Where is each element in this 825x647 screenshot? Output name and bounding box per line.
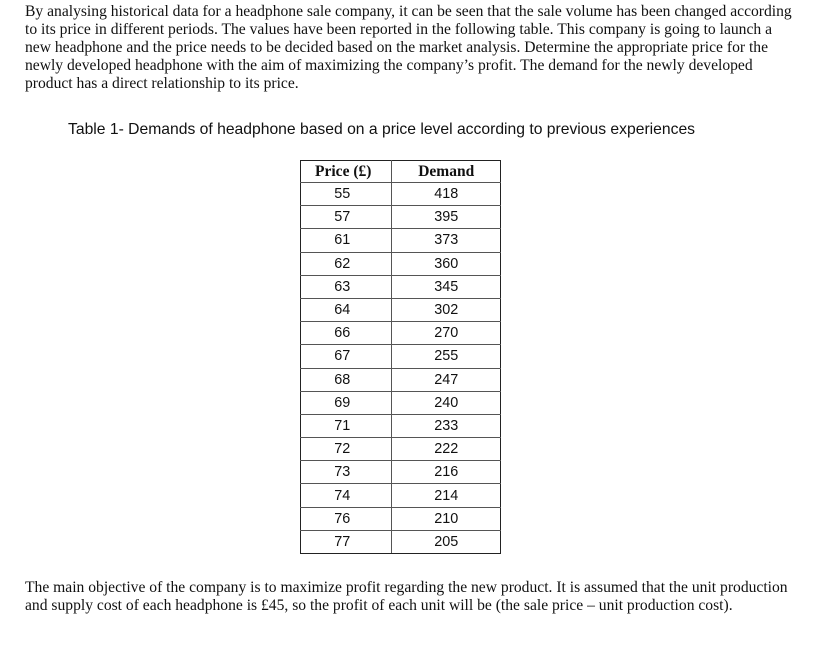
demand-cell: 302 [392,298,501,321]
price-cell: 71 [301,414,392,437]
demand-cell: 205 [392,530,501,553]
demand-cell: 214 [392,484,501,507]
table-caption: Table 1- Demands of headphone based on a price level according to previous experiences [68,121,696,138]
table-row [301,414,501,437]
price-cell: 64 [301,298,392,321]
table-row [301,461,501,484]
price-cell: 76 [301,507,392,530]
demand-cell: 373 [392,229,501,252]
table-row [301,530,501,553]
price-cell: 63 [301,275,392,298]
demand-cell: 233 [392,414,501,437]
outro-paragraph: The main objective of the company is to maximize profit regarding the new product. It is assumed that the unit production and supply cost of each headphone is £45, so the profit of each unit will be (the sale price – unit production cost). [25,579,788,614]
table-row [301,507,501,530]
price-cell: 67 [301,345,392,368]
table-row [301,229,501,252]
price-cell: 57 [301,206,392,229]
demand-cell: 270 [392,322,501,345]
demand-cell: 418 [392,183,501,206]
table-header-row [301,161,501,183]
table-row [301,275,501,298]
table-row [301,368,501,391]
table-row [301,391,501,414]
price-cell: 74 [301,484,392,507]
demand-cell: 240 [392,391,501,414]
table-row [301,183,501,206]
price-cell: 66 [301,322,392,345]
table-row [301,484,501,507]
price-cell: 55 [301,183,392,206]
price-cell: 72 [301,438,392,461]
demand-cell: 345 [392,275,501,298]
demand-cell: 216 [392,461,501,484]
demand-column-header: Demand [392,161,501,183]
price-cell: 61 [301,229,392,252]
table-row [301,438,501,461]
demand-cell: 222 [392,438,501,461]
price-cell: 68 [301,368,392,391]
intro-paragraph: By analysing historical data for a headphone sale company, it can be seen that the sale volume has been changed according to its price in different periods. The values have been reported in the following table. This company is going to launch a new headphone and the price needs to be decided based on the market analysis. Determine the appropriate price for the newly developed headphone with the aim of maximizing the company’s profit. The demand for the newly developed product has a direct relationship to its price. [25,3,792,92]
price-cell: 69 [301,391,392,414]
table-row [301,252,501,275]
price-cell: 62 [301,252,392,275]
price-column-header: Price (£) [301,161,392,183]
table-row [301,206,501,229]
table-row [301,322,501,345]
demand-cell: 360 [392,252,501,275]
table-row [301,298,501,321]
price-cell: 77 [301,530,392,553]
demand-cell: 247 [392,368,501,391]
demand-cell: 255 [392,345,501,368]
price-cell: 73 [301,461,392,484]
table-row [301,345,501,368]
demand-cell: 395 [392,206,501,229]
demand-cell: 210 [392,507,501,530]
demand-table [300,160,501,554]
